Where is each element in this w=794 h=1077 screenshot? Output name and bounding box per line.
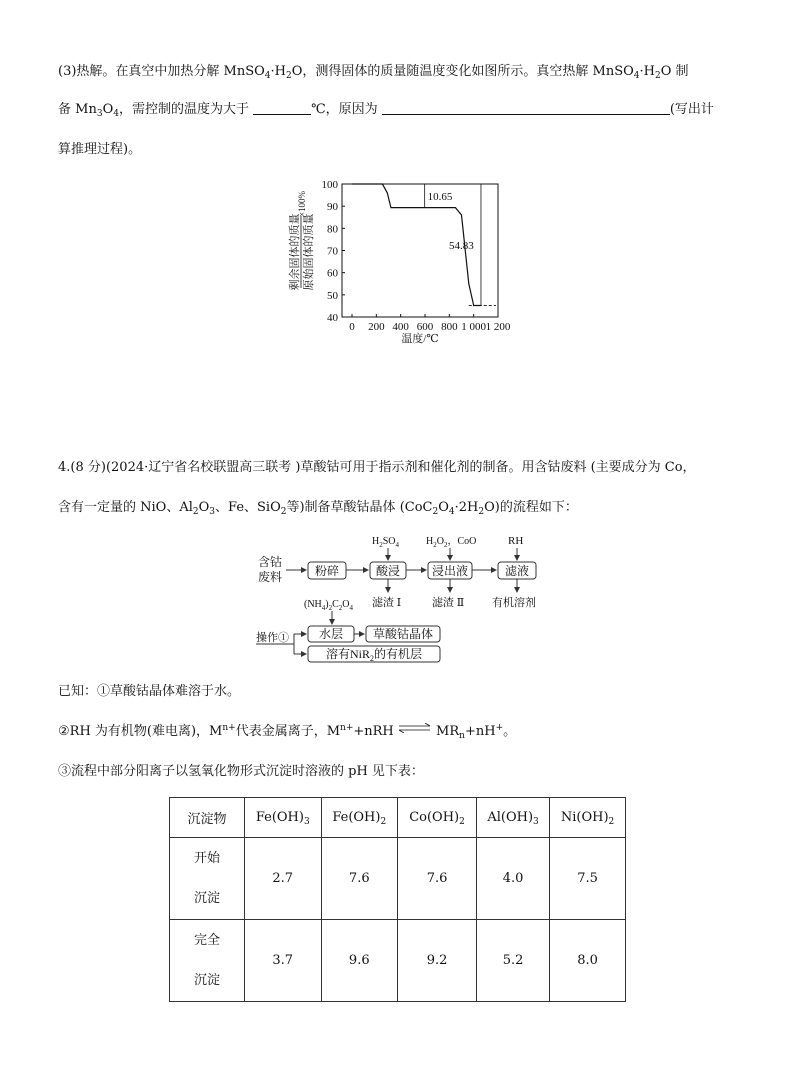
ph-table bbox=[169, 797, 626, 1002]
ylabel-suffix: ×100% bbox=[297, 190, 307, 218]
operation-1-label: 操作① bbox=[256, 632, 289, 644]
plot-frame bbox=[342, 184, 498, 317]
known-1: 已知：①草酸钴晶体难溶于水。 bbox=[58, 684, 241, 699]
answer-blank-temperature[interactable] bbox=[253, 100, 311, 115]
x-tick-label: 200 bbox=[368, 321, 385, 333]
cell-start-feoh2: 7.6 bbox=[321, 838, 398, 920]
q4-line-2: 含有一定量的 NiO、$Al_2O_3$、Fe、SiO$_2$等)制备草酸钴晶体 $(CoC_2O_4\cdot 2H_2O)$的流程如下： bbox=[58, 500, 578, 517]
box-water-layer-label: 水层 bbox=[318, 627, 344, 641]
header-precipitate: 沉淀物 bbox=[170, 798, 245, 838]
table-row bbox=[170, 920, 626, 1002]
reagent-h2o2-coo: $H_2O_2$，CoO bbox=[426, 536, 477, 549]
known-2: ②RH 为有机物(难电离)，$M^{n+}$代表金属离子，$M^{n+}+nRH$ $MR_n+nH^+$。 bbox=[58, 723, 517, 741]
reversible-arrow-icon bbox=[398, 723, 432, 733]
table-header-row bbox=[170, 798, 626, 838]
cell-complete-aloh3: 5.2 bbox=[477, 920, 550, 1002]
raw-material-label-1: 含钴 bbox=[258, 555, 283, 569]
cell-complete-cooh2: 9.2 bbox=[398, 920, 477, 1002]
organic-solvent-label: 有机溶剂 bbox=[492, 597, 536, 609]
cell-complete-nioh2: 8.0 bbox=[550, 920, 626, 1002]
residue-1-label: 滤渣 Ⅰ bbox=[372, 597, 402, 609]
q3-line-2: 备 $Mn_3O_4$，需控制的温度为大于 ℃，原因为 (写出计 bbox=[58, 102, 714, 119]
box-organic-layer-label: 溶有NiR$_2$的有机层 bbox=[325, 647, 423, 663]
row-start-label: 开始 沉淀 bbox=[170, 838, 245, 920]
x-tick-label: 1 200 bbox=[485, 321, 511, 333]
answer-blank-reason[interactable] bbox=[382, 100, 670, 115]
cell-start-aloh3: 4.0 bbox=[477, 838, 550, 920]
process-flow-diagram bbox=[250, 528, 560, 668]
y-tick-label: 100 bbox=[321, 179, 338, 191]
q4-line-1: 4.(8 分)(2024·辽宁省名校联盟高三联考 )草酸钴可用于指示剂和催化剂的制备。用含钴废料 (主要成分为 Co， bbox=[58, 460, 696, 475]
ylabel-denominator: 原始固体的质量 bbox=[303, 213, 315, 291]
row-complete-label: 完全 沉淀 bbox=[170, 920, 245, 1002]
y-tick-label: 70 bbox=[327, 245, 338, 258]
cell-complete-feoh3: 3.7 bbox=[245, 920, 322, 1002]
annotation-10-65: 10.65 bbox=[427, 190, 453, 203]
header-feoh2: $Fe(OH)_2$ bbox=[321, 798, 398, 838]
cell-complete-feoh2: 9.6 bbox=[321, 920, 398, 1002]
y-tick-label: 40 bbox=[327, 312, 338, 324]
q3-line-3: 算推理过程)。 bbox=[58, 142, 142, 157]
y-tick-label: 90 bbox=[327, 201, 338, 214]
box-filtrate-label: 滤液 bbox=[504, 564, 530, 578]
x-tick-label: 600 bbox=[416, 321, 434, 333]
header-nioh2: $Ni(OH)_2$ bbox=[550, 798, 626, 838]
x-tick-label: 1 000 bbox=[461, 321, 487, 333]
cell-start-feoh3: 2.7 bbox=[245, 838, 322, 920]
q3-line-1: (3)热解。在真空中加热分解 $MnSO_4\cdot H_2O$，测得固体的质量随温度变化如图所示。真空热解 $MnSO_4\cdot H_2O$ 制 bbox=[58, 64, 689, 81]
known-3: ③流程中部分阳离子以氢氧化物形式沉淀时溶液的 pH 见下表： bbox=[58, 764, 424, 779]
x-tick-label: 800 bbox=[441, 321, 458, 333]
y-tick-label: 60 bbox=[327, 267, 338, 280]
ylabel-numerator: 剩余固体的质量 bbox=[289, 213, 301, 291]
box-cobalt-oxalate-crystal-label: 草酸钴晶体 bbox=[372, 627, 434, 641]
reagent-h2so4: $H_2SO_4$ bbox=[372, 536, 400, 549]
x-tick-label: 400 bbox=[392, 321, 409, 333]
header-aloh3: $Al(OH)_3$ bbox=[477, 798, 550, 838]
cell-start-cooh2: 7.6 bbox=[398, 838, 477, 920]
annotation-54-83: 54.83 bbox=[448, 239, 474, 252]
cell-start-nioh2: 7.5 bbox=[550, 838, 626, 920]
reagent-rh: RH bbox=[508, 535, 524, 547]
y-tick-label: 50 bbox=[327, 289, 338, 302]
box-leach-liquor-label: 浸出液 bbox=[431, 564, 469, 578]
x-tick-label: 0 bbox=[349, 321, 355, 333]
y-tick-label: 80 bbox=[327, 223, 338, 236]
raw-material-label-2: 废料 bbox=[258, 570, 283, 584]
box-crush-label: 粉碎 bbox=[314, 564, 340, 578]
xlabel: 温度/℃ bbox=[401, 333, 439, 345]
table-row bbox=[170, 838, 626, 920]
header-cooh2: $Co(OH)_2$ bbox=[398, 798, 477, 838]
residue-2-label: 滤渣 Ⅱ bbox=[432, 597, 465, 609]
mass-temperature-chart bbox=[280, 172, 520, 348]
header-feoh3: $Fe(OH)_3$ bbox=[245, 798, 322, 838]
box-acid-leach-label: 酸浸 bbox=[375, 564, 401, 578]
reagent-ammonium-oxalate: $(NH_4)_2C_2O_4$ bbox=[304, 599, 354, 612]
